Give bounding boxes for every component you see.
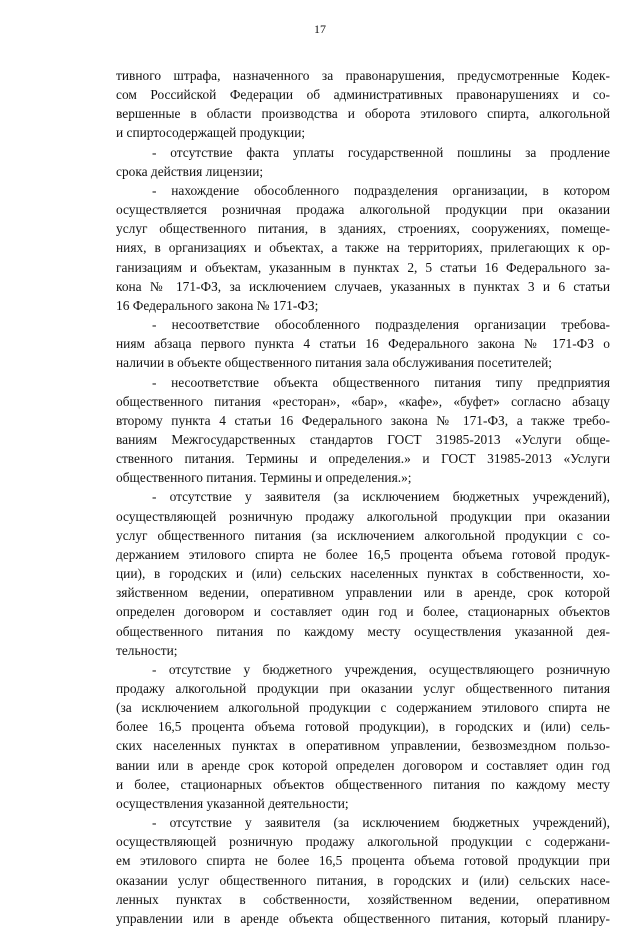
- text-line: осуществляющей розничную продажу алкогольной продукции с содержани-: [116, 834, 610, 850]
- text-line: осуществления указанной деятельности;: [116, 795, 349, 811]
- text-line: - нахождение обособленного подразделения организации, в котором: [152, 182, 610, 198]
- text-line: - несоответствие объекта общественного питания типу предприятия: [152, 374, 610, 390]
- text-line: управлении или в аренде объекта общественного питания, который планиру-: [116, 910, 610, 926]
- text-line: определен договором и составляет один год и более, стационарных объектов: [116, 604, 610, 620]
- text-line: сом Российской Федерации об административных правонарушениях и со-: [116, 87, 610, 103]
- text-line: осуществляющей розничную продажу алкогольной продукции при оказании: [116, 508, 610, 524]
- text-line: кона № 171-ФЗ, за исключением случаев, указанных в пунктах 3 и 6 статьи: [116, 278, 610, 294]
- text-line: - отсутствие у заявителя (за исключением бюджетных учреждений),: [152, 489, 610, 505]
- text-line: ленных пунктах в собственности, хозяйственном ведении, оперативном: [116, 891, 610, 907]
- text-line: вершенные в области производства и оборота этилового спирта, алкогольной: [116, 106, 610, 122]
- text-line: ских населенных пунктах в оперативном управлении, безвозмездном пользо-: [116, 738, 610, 754]
- text-line: зяйственном ведении, оперативном управлении или в аренде, срок которой: [116, 585, 610, 601]
- text-line: вании или в аренде срок которой определен договором и составляет один год: [116, 757, 610, 773]
- text-line: продажу алкогольной продукции при оказании услуг общественного питания: [116, 681, 610, 696]
- text-line: и более, стационарных объектов общественного питания по каждому месту: [116, 776, 610, 792]
- text-line: услуг общественного питания, в зданиях, строениях, сооружениях, помеще-: [116, 221, 610, 237]
- page-number: 17: [314, 22, 326, 36]
- text-line: тельности;: [116, 642, 178, 658]
- text-line: срока действия лицензии;: [116, 163, 264, 179]
- text-line: второму пункта 4 статьи 16 Федерального закона № 171-ФЗ, а также требо-: [116, 412, 610, 428]
- text-line: ем этилового спирта не более 16,5 процента объема готовой продукции при: [116, 853, 610, 869]
- text-line: более 16,5 процента объема готовой продукции), в городских и (или) сель-: [116, 719, 610, 735]
- text-line: ниям абзаца первого пункта 4 статьи 16 Федерального закона № 171-ФЗ о: [116, 336, 610, 352]
- text-line: ваниям Межгосударственных стандартов ГОСТ 31985-2013 «Услуги обще-: [116, 431, 610, 447]
- text-line: общественного питания по каждому месту осуществления указанной дея-: [116, 623, 610, 639]
- text-line: наличии в объекте общественного питания зала обслуживания посетителей;: [116, 355, 553, 371]
- text-line: держанием этилового спирта не более 16,5 процента объема готовой продук-: [116, 546, 610, 562]
- text-line: тивного штрафа, назначенного за правонарушения, предусмотренные Кодек-: [116, 68, 610, 83]
- text-line: ганизациям и объектам, указанным в пунктах 2, 5 статьи 16 Федерального за-: [116, 259, 610, 275]
- text-line: 16 Федерального закона № 171-ФЗ;: [116, 297, 319, 313]
- text-line: услуг общественного питания (за исключением алкогольной продукции с со-: [116, 527, 610, 543]
- text-line: общественного питания. Термины и определения.»;: [116, 470, 412, 486]
- text-line: оказании услуг общественного питания, в городских и (или) сельских насе-: [116, 872, 610, 888]
- text-line: осуществляется розничная продажа алкогольной продукции при оказании: [116, 202, 610, 218]
- text-line: (за исключением алкогольной продукции с содержанием этилового спирта не: [116, 700, 610, 716]
- text-line: общественного питания «ресторан», «бар», «кафе», «буфет» согласно абзацу: [116, 393, 610, 409]
- text-line: - отсутствие у бюджетного учреждения, осуществляющего розничную: [152, 661, 610, 677]
- text-line: - несоответствие обособленного подразделения организации требова-: [152, 317, 610, 333]
- text-line: ции), в городских и (или) сельских населенных пунктах в собственности, хо-: [116, 566, 610, 582]
- text-line: - отсутствие факта уплаты государственной пошлины за продление: [152, 144, 610, 160]
- text-line: и спиртосодержащей продукции;: [116, 125, 306, 141]
- body-text: [116, 66, 610, 928]
- text-line: ниях, в организациях и объектах, а также на территориях, прилегающих к ор-: [116, 240, 610, 256]
- text-line: - отсутствие у заявителя (за исключением бюджетных учреждений),: [152, 815, 610, 831]
- text-line: ственного питания. Термины и определения.» и ГОСТ 31985-2013 «Услуги: [116, 451, 610, 467]
